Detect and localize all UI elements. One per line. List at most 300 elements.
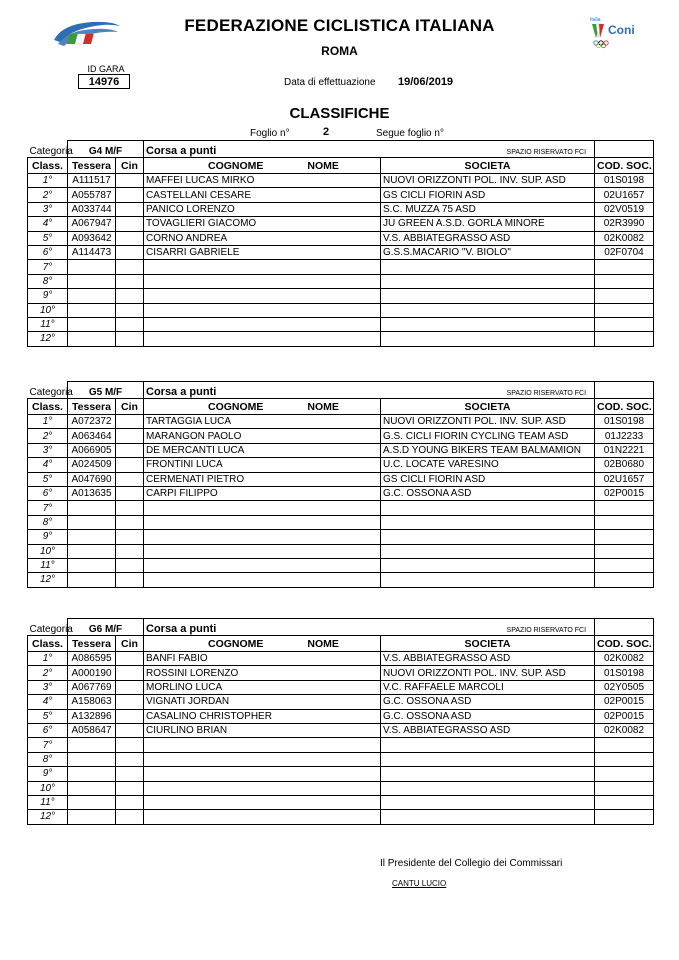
row-position: 8° — [28, 515, 68, 529]
table-row — [28, 429, 654, 443]
row-cod-soc — [595, 289, 654, 303]
row-name — [144, 332, 381, 346]
row-societa — [381, 752, 595, 766]
header-cognome-nome — [144, 636, 381, 652]
row-cod-soc: 02P0015 — [595, 709, 654, 723]
classification-section — [27, 140, 653, 347]
row-societa: S.C. MUZZA 75 ASD — [381, 202, 595, 216]
row-cin — [116, 544, 144, 558]
row-cin — [116, 666, 144, 680]
row-societa: NUOVI ORIZZONTI POL. INV. SUP. ASD — [381, 415, 595, 429]
row-name: MARANGON PAOLO — [144, 429, 381, 443]
row-cod-soc: 01J2233 — [595, 429, 654, 443]
spazio-riservato-label: SPAZIO RISERVATO FCI — [506, 390, 587, 397]
row-tessera: A024509 — [68, 458, 116, 472]
row-cod-soc — [595, 530, 654, 544]
row-cin — [116, 260, 144, 274]
row-name: DE MERCANTI LUCA — [144, 443, 381, 457]
row-cin — [116, 415, 144, 429]
header-cin: Cin — [116, 158, 144, 174]
row-name — [144, 752, 381, 766]
row-position: 6° — [28, 245, 68, 259]
row-tessera — [68, 558, 116, 572]
row-tessera: A114473 — [68, 245, 116, 259]
row-tessera: A086595 — [68, 652, 116, 666]
row-position: 2° — [28, 666, 68, 680]
row-position: 4° — [28, 217, 68, 231]
row-cin — [116, 680, 144, 694]
row-cin — [116, 443, 144, 457]
table-row — [28, 458, 654, 472]
row-societa: V.S. ABBIATEGRASSO ASD — [381, 652, 595, 666]
table-row — [28, 217, 654, 231]
header-societa: SOCIETA — [381, 399, 595, 415]
row-societa: G.C. OSSONA ASD — [381, 709, 595, 723]
header-cin: Cin — [116, 399, 144, 415]
row-tessera: A066905 — [68, 443, 116, 457]
race-cell — [144, 382, 595, 399]
row-name — [144, 260, 381, 274]
row-name — [144, 544, 381, 558]
race-name: Corsa a punti — [146, 145, 217, 157]
classification-table — [27, 140, 654, 347]
row-name — [144, 767, 381, 781]
categoria-label: Categoria — [29, 624, 73, 635]
table-row — [28, 501, 654, 515]
row-cin — [116, 429, 144, 443]
race-cell — [144, 141, 595, 158]
table-row — [28, 415, 654, 429]
president-label: Il Presidente del Collegio dei Commissari — [380, 858, 563, 869]
header-class: Class. — [28, 399, 68, 415]
header-cognome-nome — [144, 399, 381, 415]
row-name — [144, 558, 381, 572]
table-row — [28, 174, 654, 188]
row-cin — [116, 289, 144, 303]
row-cin — [116, 274, 144, 288]
row-cod-soc — [595, 303, 654, 317]
row-cod-soc: 02B0680 — [595, 458, 654, 472]
row-cod-soc: 02V0519 — [595, 202, 654, 216]
row-position: 3° — [28, 680, 68, 694]
row-cin — [116, 217, 144, 231]
row-societa — [381, 795, 595, 809]
table-row — [28, 558, 654, 572]
header-cod-soc: COD. SOC. — [595, 636, 654, 652]
row-name: VIGNATI JORDAN — [144, 695, 381, 709]
row-cod-soc: 02R3990 — [595, 217, 654, 231]
header-cognome: COGNOME — [208, 400, 264, 413]
date-value: 19/06/2019 — [398, 76, 454, 88]
row-position: 12° — [28, 332, 68, 346]
row-cod-soc: 01N2221 — [595, 443, 654, 457]
row-name — [144, 274, 381, 288]
spazio-riservato-label: SPAZIO RISERVATO FCI — [506, 627, 587, 634]
row-cod-soc: 02P0015 — [595, 486, 654, 500]
row-cod-soc: 02K0082 — [595, 723, 654, 737]
row-cod-soc — [595, 260, 654, 274]
header-class: Class. — [28, 158, 68, 174]
spazio-riservato-box — [595, 382, 654, 399]
row-position: 9° — [28, 530, 68, 544]
table-row — [28, 738, 654, 752]
row-societa — [381, 767, 595, 781]
row-position: 5° — [28, 231, 68, 245]
row-cin — [116, 501, 144, 515]
row-cod-soc — [595, 795, 654, 809]
row-societa: JU GREEN A.S.D. GORLA MINORE — [381, 217, 595, 231]
table-row — [28, 260, 654, 274]
row-position: 7° — [28, 260, 68, 274]
table-row — [28, 317, 654, 331]
row-cin — [116, 810, 144, 824]
row-cin — [116, 695, 144, 709]
row-name: CISARRI GABRIELE — [144, 245, 381, 259]
row-name — [144, 795, 381, 809]
table-row — [28, 544, 654, 558]
header-societa: SOCIETA — [381, 636, 595, 652]
row-cin — [116, 231, 144, 245]
row-societa — [381, 332, 595, 346]
table-row — [28, 810, 654, 824]
row-cod-soc — [595, 515, 654, 529]
categoria-label: Categoria — [29, 146, 73, 157]
classification-table — [27, 381, 654, 588]
header-class: Class. — [28, 636, 68, 652]
row-position: 8° — [28, 274, 68, 288]
row-tessera: A013635 — [68, 486, 116, 500]
row-name — [144, 515, 381, 529]
row-tessera — [68, 289, 116, 303]
table-row — [28, 680, 654, 694]
row-cin — [116, 317, 144, 331]
row-tessera — [68, 501, 116, 515]
row-cod-soc: 01S0198 — [595, 174, 654, 188]
row-position: 7° — [28, 501, 68, 515]
row-position: 3° — [28, 443, 68, 457]
row-cod-soc: 02U1657 — [595, 472, 654, 486]
row-position: 4° — [28, 695, 68, 709]
row-cin — [116, 709, 144, 723]
header-cognome: COGNOME — [208, 159, 264, 172]
row-cin — [116, 458, 144, 472]
row-name: TARTAGGIA LUCA — [144, 415, 381, 429]
row-name — [144, 573, 381, 587]
row-name — [144, 738, 381, 752]
row-cod-soc: 02K0082 — [595, 652, 654, 666]
row-position: 10° — [28, 303, 68, 317]
row-cin — [116, 738, 144, 752]
row-position: 12° — [28, 573, 68, 587]
table-row — [28, 486, 654, 500]
row-cin — [116, 303, 144, 317]
table-header-row — [28, 636, 654, 652]
row-name — [144, 810, 381, 824]
row-position: 6° — [28, 723, 68, 737]
row-tessera — [68, 332, 116, 346]
row-cod-soc: 01S0198 — [595, 415, 654, 429]
row-cod-soc — [595, 501, 654, 515]
header-nome: NOME — [307, 159, 339, 172]
row-tessera: A000190 — [68, 666, 116, 680]
row-name: FRONTINI LUCA — [144, 458, 381, 472]
row-position: 1° — [28, 652, 68, 666]
row-name: CARPI FILIPPO — [144, 486, 381, 500]
row-societa: G.S. CICLI FIORIN CYCLING TEAM ASD — [381, 429, 595, 443]
row-name — [144, 501, 381, 515]
row-tessera — [68, 767, 116, 781]
row-cod-soc — [595, 752, 654, 766]
row-position: 2° — [28, 429, 68, 443]
row-cin — [116, 652, 144, 666]
table-row — [28, 332, 654, 346]
row-societa — [381, 274, 595, 288]
spazio-riservato-label: SPAZIO RISERVATO FCI — [506, 149, 587, 156]
header-cognome-nome — [144, 158, 381, 174]
row-societa — [381, 558, 595, 572]
table-row — [28, 752, 654, 766]
row-position: 9° — [28, 289, 68, 303]
row-societa — [381, 530, 595, 544]
race-name: Corsa a punti — [146, 386, 217, 398]
row-cod-soc: 01S0198 — [595, 666, 654, 680]
row-name: CORNO ANDREA — [144, 231, 381, 245]
signer-name: CANTU LUCIO — [392, 879, 447, 888]
row-position: 2° — [28, 188, 68, 202]
row-tessera — [68, 260, 116, 274]
header-nome: NOME — [307, 400, 339, 413]
row-cod-soc — [595, 274, 654, 288]
header-tessera: Tessera — [68, 399, 116, 415]
header-societa: SOCIETA — [381, 158, 595, 174]
row-name — [144, 317, 381, 331]
row-societa: NUOVI ORIZZONTI POL. INV. SUP. ASD — [381, 666, 595, 680]
row-position: 6° — [28, 486, 68, 500]
row-cod-soc — [595, 544, 654, 558]
row-societa — [381, 781, 595, 795]
row-cin — [116, 752, 144, 766]
row-tessera: A158063 — [68, 695, 116, 709]
row-name: CASTELLANI CESARE — [144, 188, 381, 202]
row-societa: G.S.S.MACARIO "V. BIOLO" — [381, 245, 595, 259]
row-name — [144, 781, 381, 795]
row-cod-soc: 02Y0505 — [595, 680, 654, 694]
row-cin — [116, 174, 144, 188]
row-cod-soc: 02U1657 — [595, 188, 654, 202]
coni-text: Coni — [608, 23, 635, 37]
row-name: PANICO LORENZO — [144, 202, 381, 216]
table-row — [28, 709, 654, 723]
table-row — [28, 231, 654, 245]
table-row — [28, 781, 654, 795]
row-name — [144, 303, 381, 317]
table-row — [28, 530, 654, 544]
table-row — [28, 245, 654, 259]
row-cin — [116, 723, 144, 737]
row-cod-soc — [595, 317, 654, 331]
row-cin — [116, 558, 144, 572]
header-tessera: Tessera — [68, 636, 116, 652]
row-tessera — [68, 810, 116, 824]
table-header-row — [28, 158, 654, 174]
row-tessera — [68, 515, 116, 529]
header-cin: Cin — [116, 636, 144, 652]
classification-table — [27, 618, 654, 825]
header-cognome: COGNOME — [208, 637, 264, 650]
table-row — [28, 795, 654, 809]
row-cod-soc: 02P0015 — [595, 695, 654, 709]
row-societa: G.C. OSSONA ASD — [381, 695, 595, 709]
row-tessera: A067947 — [68, 217, 116, 231]
row-position: 7° — [28, 738, 68, 752]
table-row — [28, 652, 654, 666]
row-position: 9° — [28, 767, 68, 781]
row-societa: GS CICLI FIORIN ASD — [381, 472, 595, 486]
row-tessera: A033744 — [68, 202, 116, 216]
row-societa: A.S.D YOUNG BIKERS TEAM BALMAMION — [381, 443, 595, 457]
header-cod-soc: COD. SOC. — [595, 399, 654, 415]
row-name: CIURLINO BRIAN — [144, 723, 381, 737]
spazio-riservato-box — [595, 141, 654, 158]
table-row — [28, 274, 654, 288]
row-tessera: A111517 — [68, 174, 116, 188]
race-cell — [144, 619, 595, 636]
table-row — [28, 573, 654, 587]
row-name: CASALINO CHRISTOPHER — [144, 709, 381, 723]
row-societa: U.C. LOCATE VARESINO — [381, 458, 595, 472]
row-name: ROSSINI LORENZO — [144, 666, 381, 680]
classification-section — [27, 618, 653, 825]
row-societa — [381, 289, 595, 303]
category-value: G6 M/F — [68, 619, 144, 636]
row-position: 4° — [28, 458, 68, 472]
row-tessera — [68, 317, 116, 331]
row-tessera: A132896 — [68, 709, 116, 723]
row-position: 1° — [28, 415, 68, 429]
row-position: 11° — [28, 317, 68, 331]
row-name: TOVAGLIERI GIACOMO — [144, 217, 381, 231]
row-name: MORLINO LUCA — [144, 680, 381, 694]
row-cod-soc — [595, 573, 654, 587]
id-gara-label: ID GARA — [87, 64, 125, 74]
row-tessera — [68, 303, 116, 317]
id-gara-value: 14976 — [78, 74, 130, 89]
row-cod-soc — [595, 767, 654, 781]
row-name — [144, 530, 381, 544]
classification-section — [27, 381, 653, 588]
row-name: CERMENATI PIETRO — [144, 472, 381, 486]
header-cod-soc: COD. SOC. — [595, 158, 654, 174]
row-name: MAFFEI LUCAS MIRKO — [144, 174, 381, 188]
table-row — [28, 303, 654, 317]
italia-text: Italia — [590, 17, 601, 23]
row-societa — [381, 317, 595, 331]
spazio-riservato-box — [595, 619, 654, 636]
row-cin — [116, 188, 144, 202]
row-societa — [381, 501, 595, 515]
row-cin — [116, 767, 144, 781]
row-tessera: A058647 — [68, 723, 116, 737]
row-position: 5° — [28, 472, 68, 486]
table-row — [28, 515, 654, 529]
row-position: 10° — [28, 544, 68, 558]
row-cin — [116, 530, 144, 544]
header-tessera: Tessera — [68, 158, 116, 174]
segue-foglio-label: Segue foglio n° — [376, 128, 444, 139]
table-row — [28, 188, 654, 202]
row-tessera: A072372 — [68, 415, 116, 429]
table-header-row — [28, 399, 654, 415]
row-cod-soc — [595, 558, 654, 572]
row-cin — [116, 245, 144, 259]
categoria-label: Categoria — [29, 387, 73, 398]
row-societa — [381, 544, 595, 558]
date-label: Data di effettuazione — [284, 77, 376, 88]
row-position: 12° — [28, 810, 68, 824]
header-nome: NOME — [307, 637, 339, 650]
row-tessera: A047690 — [68, 472, 116, 486]
row-position: 8° — [28, 752, 68, 766]
race-name: Corsa a punti — [146, 623, 217, 635]
page-subtitle: ROMA — [321, 44, 358, 58]
row-cin — [116, 202, 144, 216]
row-societa — [381, 260, 595, 274]
row-tessera — [68, 274, 116, 288]
row-societa — [381, 303, 595, 317]
row-societa: V.S. ABBIATEGRASSO ASD — [381, 231, 595, 245]
row-cin — [116, 486, 144, 500]
row-cod-soc — [595, 332, 654, 346]
table-row — [28, 472, 654, 486]
row-societa: V.S. ABBIATEGRASSO ASD — [381, 723, 595, 737]
row-tessera — [68, 530, 116, 544]
row-tessera — [68, 752, 116, 766]
table-row — [28, 289, 654, 303]
row-position: 11° — [28, 795, 68, 809]
table-row — [28, 443, 654, 457]
row-cin — [116, 472, 144, 486]
row-position: 3° — [28, 202, 68, 216]
foglio-label: Foglio n° — [250, 128, 290, 139]
row-cod-soc — [595, 738, 654, 752]
row-cin — [116, 795, 144, 809]
table-row — [28, 202, 654, 216]
row-cin — [116, 332, 144, 346]
category-value: G5 M/F — [68, 382, 144, 399]
row-tessera — [68, 738, 116, 752]
row-tessera: A055787 — [68, 188, 116, 202]
row-position: 11° — [28, 558, 68, 572]
row-societa: NUOVI ORIZZONTI POL. INV. SUP. ASD — [381, 174, 595, 188]
row-cin — [116, 573, 144, 587]
row-tessera — [68, 544, 116, 558]
table-row — [28, 666, 654, 680]
row-position: 10° — [28, 781, 68, 795]
page-title: FEDERAZIONE CICLISTICA ITALIANA — [184, 16, 495, 35]
row-cod-soc — [595, 810, 654, 824]
table-row — [28, 723, 654, 737]
row-cod-soc — [595, 781, 654, 795]
row-tessera: A063464 — [68, 429, 116, 443]
row-societa — [381, 810, 595, 824]
row-societa: G.C. OSSONA ASD — [381, 486, 595, 500]
classifiche-heading: CLASSIFICHE — [289, 105, 390, 122]
row-tessera — [68, 795, 116, 809]
row-name: BANFI FABIO — [144, 652, 381, 666]
category-value: G4 M/F — [68, 141, 144, 158]
row-societa — [381, 515, 595, 529]
row-name — [144, 289, 381, 303]
